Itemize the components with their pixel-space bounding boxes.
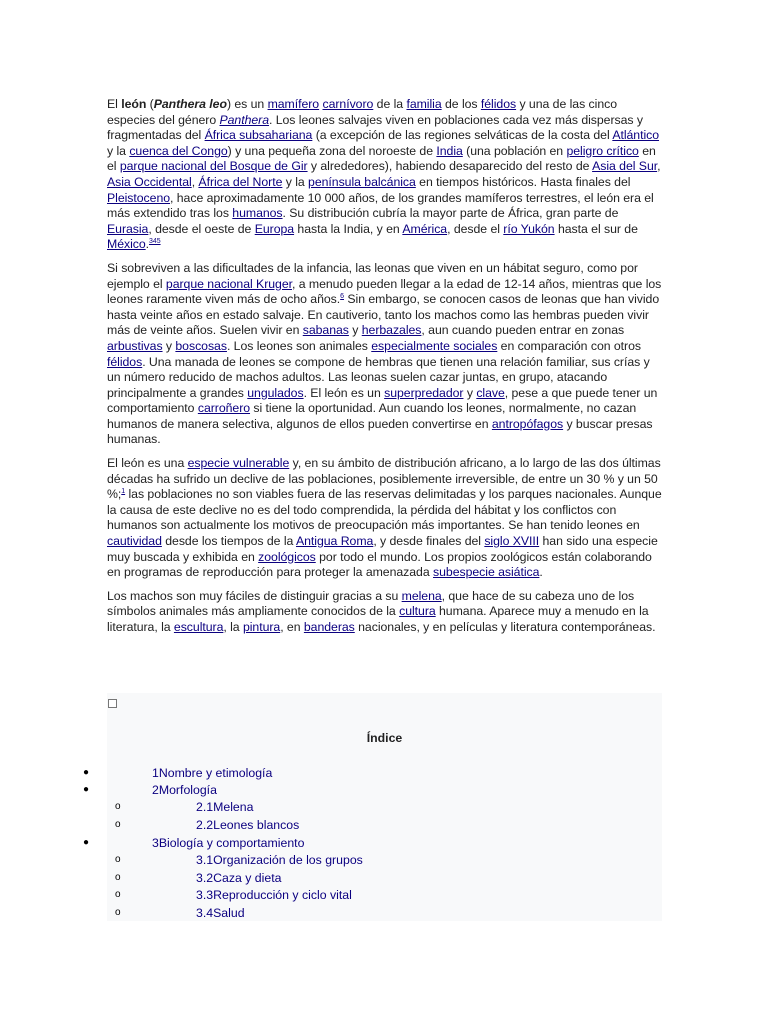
wiki-link[interactable]: cultura — [399, 604, 436, 619]
bullet-dot-icon: ● — [83, 767, 90, 778]
wiki-link[interactable]: carroñero — [197, 401, 251, 416]
toc-toggle-checkbox[interactable] — [108, 699, 117, 708]
text-run: Panthera leo — [153, 97, 227, 111]
text-run: , la — [223, 620, 243, 634]
toc-item[interactable] — [196, 853, 363, 867]
toc-label: Leones blancos — [213, 818, 300, 832]
text-run: humana. Aparece muy a menudo en la literatura, la — [107, 604, 649, 634]
bullet-circle-icon: o — [115, 819, 121, 830]
toc-label: Salud — [213, 906, 245, 920]
wiki-link[interactable]: cuenca del Congo — [129, 143, 228, 158]
wiki-link[interactable]: India — [436, 143, 463, 158]
wiki-link[interactable]: África del Norte — [198, 174, 283, 189]
wiki-link[interactable]: especie vulnerable — [187, 456, 290, 471]
text-run: en comparación con otros — [497, 338, 641, 353]
paragraph — [107, 261, 662, 448]
wiki-link[interactable]: félidos — [480, 97, 517, 111]
toc-number: 1 — [152, 766, 159, 780]
toc-link[interactable] — [152, 783, 217, 797]
text-run: Si sobreviven a las dificultades de la infancia, las leonas que viven en un hábitat seguro, como por ejemplo el — [107, 260, 638, 291]
text-run: en el — [107, 143, 656, 174]
text-run: (a excepción de las regiones selváticas de la costa del — [312, 128, 613, 143]
text-run: El león es una — [107, 456, 188, 471]
text-run: y una de las cinco especies del género — [107, 97, 617, 127]
toc-number: 2.1 — [196, 800, 214, 814]
text-run: , — [657, 159, 661, 174]
toc-number: 3 — [152, 836, 159, 850]
text-run: ( — [146, 97, 154, 111]
wiki-link[interactable]: zoológicos — [258, 549, 316, 564]
wiki-link[interactable]: Pleistoceno — [107, 190, 171, 205]
wiki-link[interactable]: antropófagos — [491, 416, 564, 431]
toc-number: 3.3 — [196, 888, 214, 902]
bullet-circle-icon: o — [115, 872, 121, 883]
toc-item[interactable] — [152, 836, 304, 850]
paragraph — [107, 589, 662, 636]
text-run: . Su distribución cubría la mayor parte de África, gran parte de — [282, 206, 619, 221]
toc-item[interactable] — [196, 818, 299, 832]
toc-label: Nombre y etimología — [158, 766, 273, 780]
toc-item[interactable] — [152, 766, 272, 780]
wiki-link[interactable]: río Yukón — [503, 221, 555, 236]
text-run: , aun cuando pueden entrar en zonas — [421, 323, 625, 338]
citation-link[interactable]: 345 — [149, 238, 161, 246]
text-run: hasta el sur de — [554, 221, 638, 236]
text-run: de la — [373, 97, 407, 111]
text-run: , y desde finales del — [373, 534, 485, 549]
toc-link[interactable] — [196, 853, 363, 867]
text-run: y — [348, 323, 362, 338]
text-run: y — [162, 338, 176, 353]
toc-link[interactable] — [152, 766, 272, 780]
text-run: ) es un — [226, 97, 268, 111]
wiki-link[interactable]: familia — [406, 97, 442, 111]
wiki-link[interactable]: félidos — [107, 354, 143, 369]
toc-label: Morfología — [158, 783, 217, 797]
wiki-link[interactable]: Asia del Sur — [592, 159, 658, 174]
toc-item[interactable] — [196, 888, 352, 902]
toc-item[interactable] — [196, 871, 281, 885]
wiki-link[interactable]: África subsahariana — [204, 128, 313, 143]
text-run: , pese a que puede tener un comportamiento — [107, 385, 658, 416]
text-run: nacionales, y en películas y literatura contemporáneas. — [354, 620, 656, 634]
toc-link[interactable] — [196, 888, 352, 902]
text-run: . — [145, 237, 150, 252]
text-run: . — [539, 565, 543, 580]
citation-link[interactable]: 1 — [121, 488, 126, 496]
wiki-link[interactable]: península balcánica — [308, 174, 416, 189]
wiki-link[interactable]: Panthera — [219, 112, 269, 127]
wiki-link[interactable]: siglo XVIII — [484, 534, 540, 549]
table-of-contents — [83, 693, 662, 921]
toc-link[interactable] — [196, 871, 281, 885]
wiki-link[interactable]: boscosas — [175, 338, 227, 353]
text-run: . Los leones son animales — [226, 338, 372, 353]
bullet-circle-icon: o — [115, 889, 121, 900]
wiki-link[interactable]: especialmente sociales — [371, 338, 498, 353]
text-run: león — [121, 97, 147, 111]
text-run: y la — [282, 174, 309, 189]
toc-link[interactable] — [196, 800, 253, 814]
article-body — [107, 97, 662, 644]
wiki-link[interactable]: subespecie asiática — [433, 565, 540, 580]
text-run: , en — [280, 620, 304, 634]
toc-label: Organización de los grupos — [213, 853, 363, 867]
text-run: y alrededores), habiendo desaparecido del resto de — [307, 159, 593, 174]
wiki-link[interactable]: sabanas — [302, 323, 349, 338]
toc-item[interactable] — [152, 783, 217, 797]
bullet-dot-icon: ● — [83, 784, 90, 795]
wiki-link[interactable]: parque nacional del Bosque de Gir — [119, 159, 308, 174]
text-run: Los machos son muy fáciles de distinguir gracias a su — [107, 588, 402, 603]
toc-link[interactable] — [196, 906, 245, 920]
toc-label: Biología y comportamiento — [158, 836, 305, 850]
text-run: , que hace de su cabeza uno de los símbolos animales más ampliamente conocidos de la — [107, 588, 635, 619]
toc-label: Reproducción y ciclo vital — [213, 888, 352, 902]
wiki-link[interactable]: Antigua Roma — [295, 534, 374, 549]
toc-number: 2.2 — [196, 818, 214, 832]
bullet-circle-icon: o — [115, 801, 121, 812]
bullet-circle-icon: o — [115, 907, 121, 918]
wiki-link[interactable]: banderas — [303, 620, 355, 634]
text-run: , a menudo pueden llegar a la edad de 12-14 años, mientras que los leones raramente viven más de ocho años. — [107, 276, 662, 307]
text-run: desde los tiempos de la — [161, 534, 296, 549]
wiki-link[interactable]: Europa — [254, 221, 295, 236]
text-run: y buscar presas humanas. — [107, 416, 653, 447]
text-run: ) y una pequeña zona del noroeste de — [227, 143, 437, 158]
wiki-link[interactable]: peligro crítico — [566, 143, 639, 158]
wiki-link[interactable]: mamífero — [267, 97, 320, 111]
text-run: . El león es un — [303, 385, 385, 400]
text-run: El — [107, 97, 122, 111]
bullet-circle-icon: o — [115, 854, 121, 865]
text-run: , desde el oeste de — [148, 221, 255, 236]
text-run: Sin embargo, se conocen casos de leonas que han vivido hasta veinte años en estado salvaje. En cautiverio, tanto los machos como las hembras pueden vivir más de veinte años. Suelen vivir en — [107, 292, 660, 338]
text-run: (una población en — [462, 143, 567, 158]
wiki-link[interactable]: escultura — [173, 620, 224, 634]
wiki-link[interactable]: cautividad — [107, 534, 162, 549]
wiki-link[interactable]: Eurasia — [107, 221, 149, 236]
toc-link[interactable] — [152, 836, 304, 850]
text-run: de los — [441, 97, 481, 111]
text-run: y — [463, 385, 477, 400]
wiki-link[interactable]: México — [107, 237, 146, 252]
toc-number: 2 — [152, 783, 159, 797]
toc-item[interactable] — [196, 906, 245, 920]
wiki-link[interactable]: melena — [401, 588, 442, 603]
wiki-link[interactable]: Asia Occidental — [107, 174, 192, 189]
bullet-dot-icon: ● — [83, 837, 90, 848]
text-run: , hace aproximadamente 10 000 años, de los grandes mamíferos terrestres, el león era el más extendido tras los — [107, 190, 654, 221]
toc-number: 3.4 — [196, 906, 214, 920]
wiki-link[interactable]: parque nacional Kruger — [165, 276, 292, 291]
toc-label: Caza y dieta — [213, 871, 282, 885]
wiki-link[interactable]: arbustivas — [107, 338, 163, 353]
toc-number: 3.1 — [196, 853, 214, 867]
wiki-link[interactable]: herbazales — [361, 323, 422, 338]
citation-link[interactable]: 6 — [340, 293, 344, 301]
text-run: las poblaciones no son viables fuera de las reservas delimitadas y los parques nacionales. Aunque la causa de este declive no es del todo comprendida, la pérdida del hábitat y los conflictos con humanos son actualmente los motivos de preocupación más importantes. Se han tenido leones en — [107, 487, 662, 533]
text-run: , — [191, 174, 199, 189]
wiki-link[interactable]: superpredador — [384, 385, 464, 400]
text-run: y, en su ámbito de distribución africano, a lo largo de las dos últimas décadas ha sufrido un declive de las poblaciones, posiblemente irreversible, de entre un 30 % y un 50 %; — [107, 456, 661, 502]
wiki-link[interactable]: clave — [476, 385, 505, 400]
paragraph — [107, 97, 662, 253]
wiki-link[interactable]: carnívoro — [322, 97, 374, 111]
text-run: en tiempos históricos. Hasta finales del — [415, 174, 631, 189]
toc-item[interactable] — [196, 800, 253, 814]
text-run: han sido una especie muy buscada y exhibida en — [107, 534, 658, 564]
text-run: . Los leones salvajes viven en poblaciones cada vez más dispersas y fragmentadas del — [107, 112, 643, 143]
wiki-link[interactable]: América — [402, 221, 448, 236]
wiki-link[interactable]: humanos — [232, 206, 283, 221]
text-run: y la — [107, 143, 130, 158]
wiki-link[interactable]: pintura — [242, 620, 281, 634]
text-run: , desde el — [447, 221, 504, 236]
wiki-link[interactable]: ungulados — [247, 385, 304, 400]
text-run: por todo el mundo. Los propios zoológicos están colaborando en programas de reproducción para proteger la amenazada — [107, 549, 652, 580]
wiki-link[interactable]: Atlántico — [612, 128, 660, 143]
text-run: . Una manada de leones se compone de hembras que tienen una relación familiar, sus crías y un número reducido de machos adultos. Las leonas suelen cazar juntas, en grupo, atacando principalmente a grandes — [107, 354, 650, 400]
toc-link[interactable] — [196, 818, 299, 832]
toc-label: Melena — [213, 800, 254, 814]
text-run: hasta la India, y en — [294, 221, 403, 236]
text-run: si tiene la oportunidad. Aun cuando los leones, normalmente, no cazan humanos de manera selectiva, algunos de ellos pueden convertirse en — [107, 401, 637, 431]
toc-title: Índice — [366, 731, 403, 745]
toc-number: 3.2 — [196, 871, 214, 885]
paragraph — [107, 456, 662, 581]
